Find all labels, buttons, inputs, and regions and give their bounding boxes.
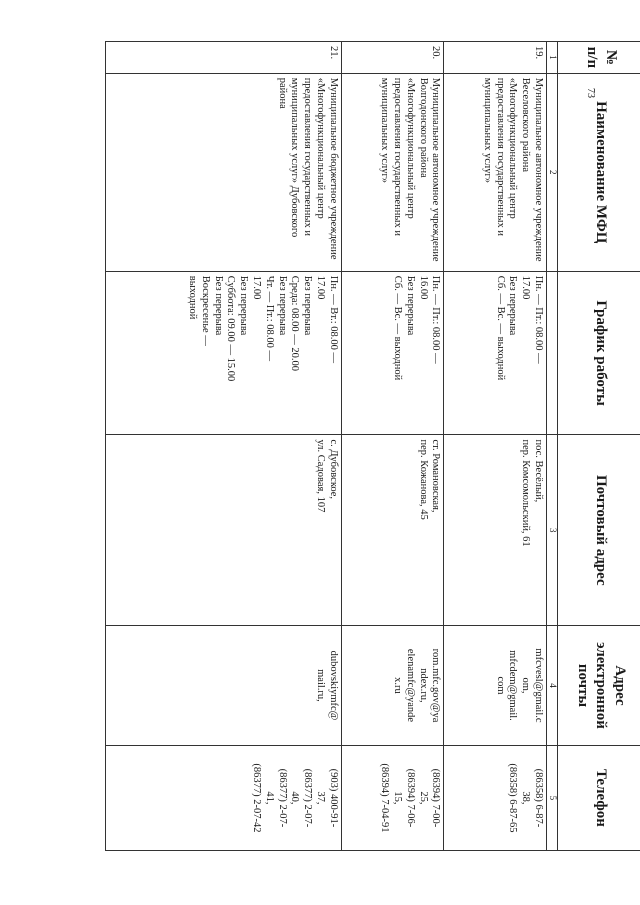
mfc-name: Муниципальное автономное учреждение Веселовского района «Многофункциональный центр предоставления государственных и муниципальных услуг» — [444, 73, 547, 271]
email-address: mfcvesl@gmail.c om, mfcdem@gmail. com — [444, 626, 547, 746]
column-number: 5 — [547, 745, 558, 850]
header-email: Адрес электронной почты — [558, 626, 640, 746]
column-number: 3 — [547, 435, 558, 626]
mfc-table — [105, 41, 640, 851]
postal-address: с. Дубовское, ул. Садовая, 107 — [106, 435, 342, 626]
postal-address: ст. Романовская, пер. Кожанова, 45 — [341, 435, 444, 626]
header-schedule: График работы — [558, 271, 640, 435]
header-num: № п/п — [558, 42, 640, 74]
mfc-name: Муниципальное бюджетное учреждение «Многофункциональный центр предоставления государственных и муниципальных услуг» Дубовского района — [106, 73, 342, 271]
table-row — [341, 42, 444, 851]
column-number — [547, 271, 558, 435]
table-row — [106, 42, 342, 851]
schedule: Пн. — Вт.: 08.00 — 17.00 Без перерыва Среда: 08.00 — 20.00 Без перерыва Чт. — Пт.: 08.00 — 17.00 Без перерыва Суббота: 09.00 — 15.00 Без перерыва Воскресенье — выходной — [106, 271, 342, 435]
row-number: 20. — [341, 42, 444, 74]
column-number: 4 — [547, 626, 558, 746]
rotated-table-container — [105, 41, 640, 851]
schedule: Пн. — Пт.: 08.00 — 16.00 Без перерыва Сб. — Вс. — выходной — [341, 271, 444, 435]
schedule: Пн. — Пт.: 08.00 — 17.00 Без перерыва Сб. — Вс. — выходной — [444, 271, 547, 435]
mfc-name: Муниципальное автономное учреждение Волгодонского района «Многофункциональный центр предоставления государственных и муниципальных услуг» — [341, 73, 444, 271]
page-number: 73 — [585, 88, 596, 98]
column-number: 2 — [547, 73, 558, 271]
phone: (86358) 6-87- 38, (86358) 6-87-65 — [444, 745, 547, 850]
row-number: 19. — [444, 42, 547, 74]
column-number: 1 — [547, 42, 558, 74]
header-address: Почтовый адрес — [558, 435, 640, 626]
header-name: Наименование МФЦ — [558, 73, 640, 271]
column-number-row — [547, 42, 558, 851]
table-row — [444, 42, 547, 851]
postal-address: пос. Весёлый, пер. Комсомольский, 61 — [444, 435, 547, 626]
phone: (903) 400-91- 37, (86377) 2-07- 40, (86377) 2-07- 41, (86377) 2-07-42 — [106, 745, 342, 850]
header-phone: Телефон — [558, 745, 640, 850]
row-number: 21. — [106, 42, 342, 74]
phone: (86394) 7-00- 25, (86394) 7-06- 15, (86394) 7-04-91 — [341, 745, 444, 850]
email-address: dubovskiymfc@ mail.ru, — [106, 626, 342, 746]
email-address: rom.mfc.gov@ya ndex.ru, elenamfc@yande x.ru — [341, 626, 444, 746]
header-row — [558, 42, 640, 851]
